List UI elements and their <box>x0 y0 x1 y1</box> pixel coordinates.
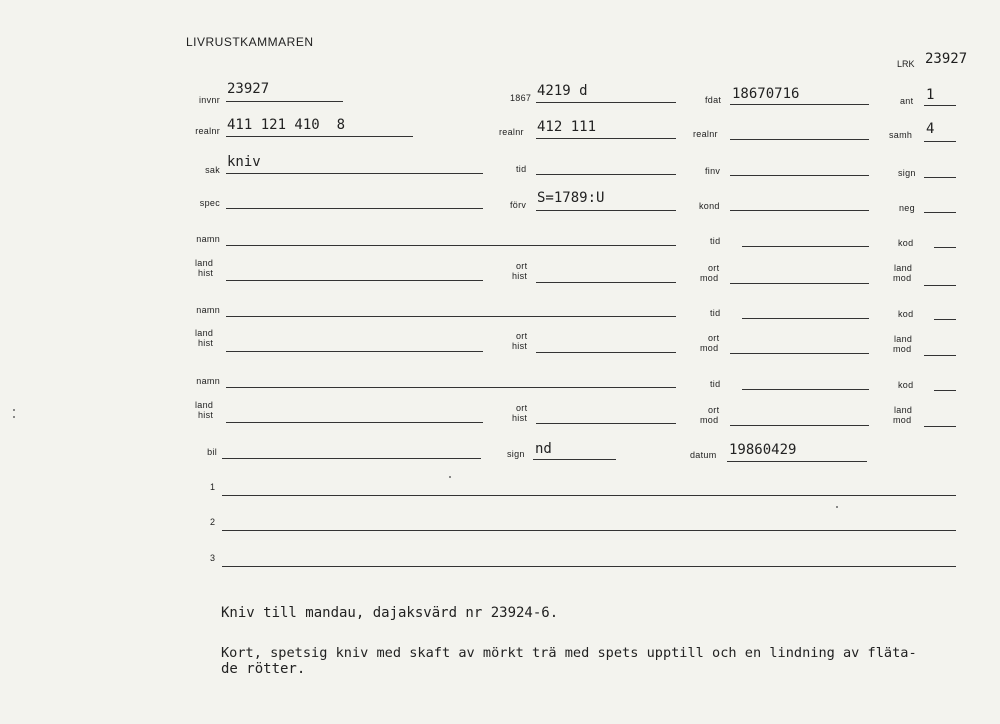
namn-label-2: namn <box>196 305 220 315</box>
sign-label-bottom: sign <box>507 449 525 459</box>
sign-line-bottom <box>533 459 616 460</box>
ort-label-1a: ort <box>516 261 528 271</box>
namn-line-2 <box>226 316 676 317</box>
year-label: 1867 <box>510 93 532 103</box>
mod-label-3d: mod <box>893 415 912 425</box>
realnr-value-1: 411 121 410 8 <box>227 117 346 133</box>
land-label-2: land <box>195 328 214 338</box>
realnr-value-2: 412 111 <box>537 119 597 135</box>
hist-label-1: hist <box>198 268 214 278</box>
land-label-2d: land <box>894 334 913 344</box>
sign-label-row3: sign <box>898 168 916 178</box>
ort-label-3a: ort <box>516 403 528 413</box>
fdat-label: fdat <box>705 95 722 105</box>
datum-label: datum <box>690 450 717 460</box>
tid-line-2 <box>742 318 869 319</box>
realnr-label-1: realnr <box>195 126 220 136</box>
neg-label: neg <box>899 203 915 213</box>
year-line <box>536 102 676 103</box>
sak-value: kniv <box>227 154 261 170</box>
paper-speck <box>13 409 15 411</box>
tid-label-3: tid <box>710 379 721 389</box>
tid-label-2: tid <box>710 308 721 318</box>
land-mod-line-3 <box>924 426 956 427</box>
sak-line <box>226 173 483 174</box>
ort-label-3c: ort <box>708 405 720 415</box>
datum-line <box>727 461 867 462</box>
samh-label: samh <box>889 130 913 140</box>
card-title: LIVRUSTKAMMAREN <box>186 35 314 49</box>
hist-label-2: hist <box>198 338 214 348</box>
ort-label-2c: ort <box>708 333 720 343</box>
paper-speck <box>449 476 451 478</box>
hist-label-2b: hist <box>512 341 528 351</box>
tid-line-1 <box>742 246 869 247</box>
year-value: 4219 d <box>537 83 588 99</box>
kod-label-3: kod <box>898 380 914 390</box>
kod-label-1: kod <box>898 238 914 248</box>
sign-value: nd <box>535 441 552 457</box>
realnr-label-2: realnr <box>499 127 524 137</box>
ort-hist-line-2 <box>536 352 676 353</box>
ort-label-1c: ort <box>708 263 720 273</box>
land-hist-line-1 <box>226 280 483 281</box>
mod-label-1c: mod <box>700 273 719 283</box>
bil-label: bil <box>207 447 217 457</box>
land-mod-line-1 <box>924 285 956 286</box>
land-hist-line-2 <box>226 351 483 352</box>
numbered-line-3 <box>222 566 956 567</box>
forv-line <box>536 210 676 211</box>
ort-hist-line-3 <box>536 423 676 424</box>
kond-line <box>730 210 869 211</box>
note-line-2: Kort, spetsig kniv med skaft av mörkt trä med spets upptill och en lindning av fläta- <box>221 645 917 661</box>
invnr-label: invnr <box>198 95 220 105</box>
tid-line-3 <box>742 389 869 390</box>
hist-label-3: hist <box>198 410 214 420</box>
realnr-line-1 <box>226 136 413 137</box>
land-mod-line-2 <box>924 355 956 356</box>
ant-value: 1 <box>926 87 935 103</box>
kod-line-1 <box>934 247 956 248</box>
mod-label-3c: mod <box>700 415 719 425</box>
paper-speck <box>836 506 838 508</box>
ort-mod-line-2 <box>730 353 869 354</box>
samh-value: 4 <box>926 121 935 137</box>
finv-line <box>730 175 869 176</box>
kond-label: kond <box>699 201 720 211</box>
mod-label-1d: mod <box>893 273 912 283</box>
kod-line-2 <box>934 319 956 320</box>
datum-value: 19860429 <box>729 442 797 458</box>
line-number-3: 3 <box>210 553 216 563</box>
realnr-label-3: realnr <box>693 129 718 139</box>
namn-line-1 <box>226 245 676 246</box>
lrk-label: LRK <box>897 59 915 69</box>
note-line-3: de rötter. <box>221 661 306 677</box>
ant-line <box>924 105 956 106</box>
mod-label-2d: mod <box>893 344 912 354</box>
tid-label-row3: tid <box>516 164 527 174</box>
fdat-line <box>730 104 869 105</box>
land-label-1d: land <box>894 263 913 273</box>
hist-label-1b: hist <box>512 271 528 281</box>
lrk-value: 23927 <box>925 51 968 67</box>
mod-label-2c: mod <box>700 343 719 353</box>
spec-line <box>226 208 483 209</box>
numbered-line-2 <box>222 530 956 531</box>
forv-value: S=1789:U <box>537 190 605 206</box>
land-label-3: land <box>195 400 214 410</box>
invnr-line <box>226 101 343 102</box>
land-label-3d: land <box>894 405 913 415</box>
land-label-1: land <box>195 258 214 268</box>
samh-line <box>924 141 956 142</box>
land-hist-line-3 <box>226 422 483 423</box>
note-line-1: Kniv till mandau, dajaksvärd nr 23924-6. <box>221 605 559 621</box>
namn-label-1: namn <box>196 234 220 244</box>
neg-line <box>924 212 956 213</box>
tid-label-1: tid <box>710 236 721 246</box>
kod-label-2: kod <box>898 309 914 319</box>
namn-label-3: namn <box>196 376 220 386</box>
numbered-line-1 <box>222 495 956 496</box>
kod-line-3 <box>934 390 956 391</box>
sign-line-row3 <box>924 177 956 178</box>
ant-label: ant <box>900 96 914 106</box>
forv-label: förv <box>510 200 527 210</box>
finv-label: finv <box>705 166 721 176</box>
paper-speck <box>13 416 15 418</box>
ort-label-2a: ort <box>516 331 528 341</box>
tid-line-row3 <box>536 174 676 175</box>
realnr-line-3 <box>730 139 869 140</box>
namn-line-3 <box>226 387 676 388</box>
ort-mod-line-3 <box>730 425 869 426</box>
bil-line <box>222 458 481 459</box>
line-number-2: 2 <box>210 517 216 527</box>
invnr-value: 23927 <box>227 81 270 97</box>
realnr-line-2 <box>536 138 676 139</box>
spec-label: spec <box>199 198 220 208</box>
hist-label-3b: hist <box>512 413 528 423</box>
line-number-1: 1 <box>210 482 216 492</box>
sak-label: sak <box>205 165 220 175</box>
ort-hist-line-1 <box>536 282 676 283</box>
ort-mod-line-1 <box>730 283 869 284</box>
fdat-value: 18670716 <box>732 86 800 102</box>
